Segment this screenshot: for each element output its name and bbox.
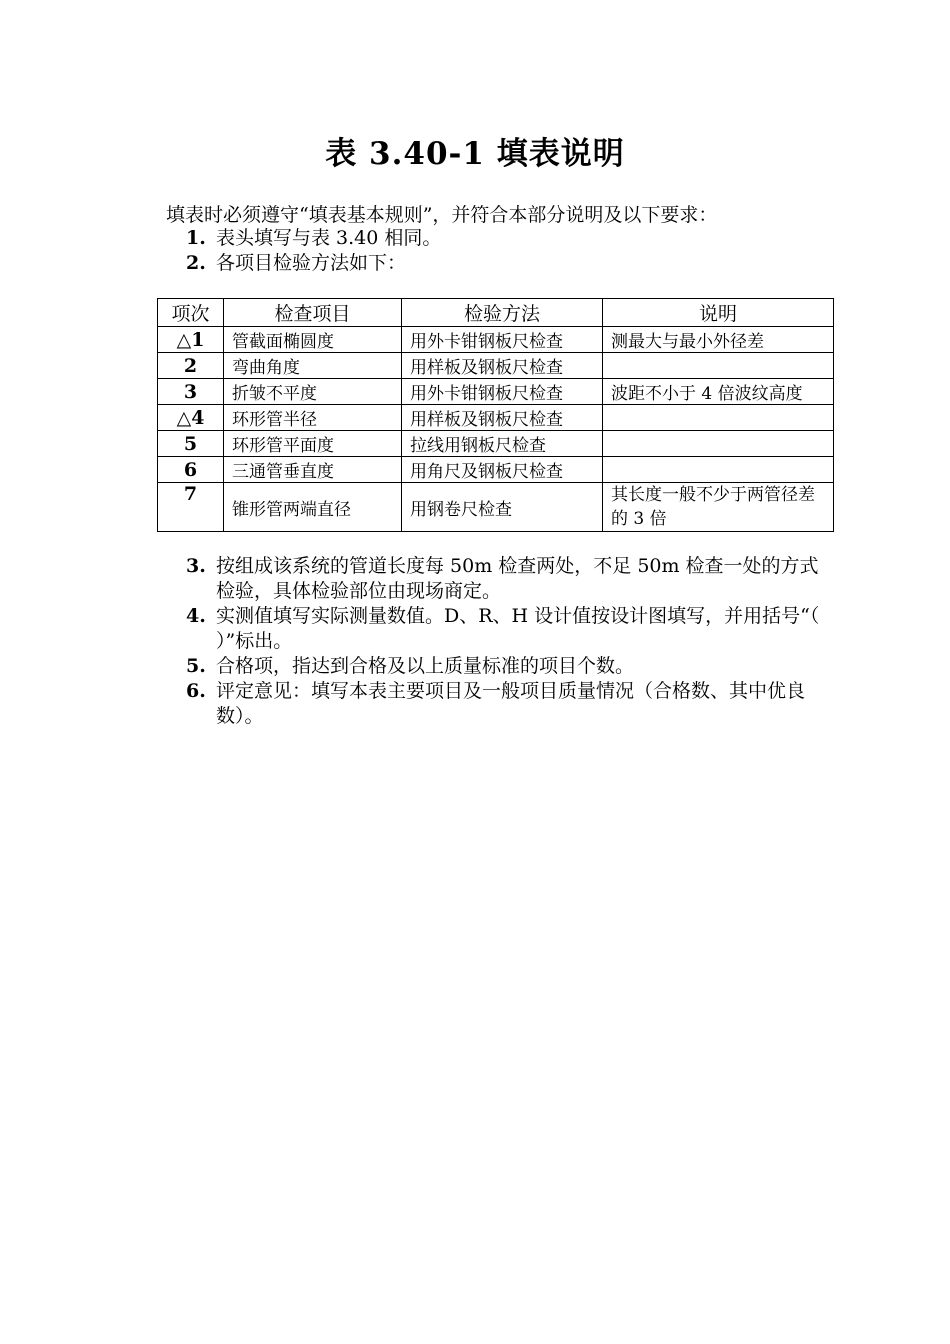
list-item bbox=[186, 604, 826, 654]
cell-item-no: 6 bbox=[158, 457, 224, 483]
list-item-number: 2. bbox=[186, 252, 206, 274]
cell-item-no: 3 bbox=[158, 379, 224, 405]
header-item-no: 项次 bbox=[158, 299, 224, 327]
cell-check-item: 环形管平面度 bbox=[224, 431, 402, 457]
list-item-number: 6. bbox=[186, 680, 206, 702]
table-row bbox=[158, 327, 834, 353]
list-item-text: 按组成该系统的管道长度每 50m 检查两处，不足 50m 检查一处的方式检验，具体检验部位由现场商定。 bbox=[216, 555, 819, 602]
list-item-text: 评定意见：填写本表主要项目及一般项目质量情况（合格数、其中优良数）。 bbox=[216, 680, 806, 727]
requirements-list-top bbox=[186, 226, 826, 276]
cell-note bbox=[603, 457, 834, 483]
cell-note: 其长度一般不少于两管径差的 3 倍 bbox=[603, 483, 834, 532]
cell-check-item: 折皱不平度 bbox=[224, 379, 402, 405]
list-item bbox=[186, 654, 826, 679]
list-item-text: 各项目检验方法如下： bbox=[216, 252, 407, 274]
header-note: 说明 bbox=[603, 299, 834, 327]
list-item-number: 3. bbox=[186, 555, 206, 577]
list-item bbox=[186, 251, 826, 276]
table-row bbox=[158, 483, 834, 532]
cell-item-no: 7 bbox=[158, 483, 224, 532]
cell-method: 用钢卷尺检查 bbox=[402, 483, 603, 532]
list-item-number: 1. bbox=[186, 227, 206, 249]
cell-check-item: 锥形管两端直径 bbox=[224, 483, 402, 532]
cell-note: 波距不小于 4 倍波纹高度 bbox=[603, 379, 834, 405]
cell-note bbox=[603, 353, 834, 379]
cell-item-no: 2 bbox=[158, 353, 224, 379]
cell-method: 用外卡钳钢板尺检查 bbox=[402, 327, 603, 353]
list-item bbox=[186, 554, 826, 604]
cell-item-no: 5 bbox=[158, 431, 224, 457]
requirements-list-bottom bbox=[186, 554, 826, 729]
list-item-text: 表头填写与表 3.40 相同。 bbox=[216, 227, 442, 249]
cell-check-item: 环形管半径 bbox=[224, 405, 402, 431]
cell-item-no: △1 bbox=[158, 327, 224, 353]
table-header-row bbox=[158, 299, 834, 327]
cell-method: 拉线用钢板尺检查 bbox=[402, 431, 603, 457]
cell-note bbox=[603, 431, 834, 457]
cell-note: 测最大与最小外径差 bbox=[603, 327, 834, 353]
cell-check-item: 管截面椭圆度 bbox=[224, 327, 402, 353]
list-item-text: 合格项，指达到合格及以上质量标准的项目个数。 bbox=[216, 655, 635, 677]
table-row bbox=[158, 379, 834, 405]
table-row bbox=[158, 353, 834, 379]
table-row bbox=[158, 405, 834, 431]
list-item-number: 5. bbox=[186, 655, 206, 677]
page-title: 表 3.40-1 填表说明 bbox=[325, 136, 625, 172]
cell-method: 用角尺及钢板尺检查 bbox=[402, 457, 603, 483]
list-item-text: 实测值填写实际测量数值。D、R、H 设计值按设计图填写，并用括号“（ ）”标出。 bbox=[216, 605, 820, 652]
cell-item-no: △4 bbox=[158, 405, 224, 431]
cell-method: 用外卡钳钢板尺检查 bbox=[402, 379, 603, 405]
cell-method: 用样板及钢板尺检查 bbox=[402, 353, 603, 379]
list-item-number: 4. bbox=[186, 605, 206, 627]
header-check-item: 检查项目 bbox=[224, 299, 402, 327]
intro-text: 填表时必须遵守“填表基本规则”，并符合本部分说明及以下要求： bbox=[166, 204, 718, 226]
cell-check-item: 弯曲角度 bbox=[224, 353, 402, 379]
table-row bbox=[158, 457, 834, 483]
cell-note bbox=[603, 405, 834, 431]
header-method: 检验方法 bbox=[402, 299, 603, 327]
cell-check-item: 三通管垂直度 bbox=[224, 457, 402, 483]
inspection-table bbox=[157, 298, 834, 532]
table-row bbox=[158, 431, 834, 457]
cell-method: 用样板及钢板尺检查 bbox=[402, 405, 603, 431]
list-item bbox=[186, 226, 826, 251]
list-item bbox=[186, 679, 826, 729]
